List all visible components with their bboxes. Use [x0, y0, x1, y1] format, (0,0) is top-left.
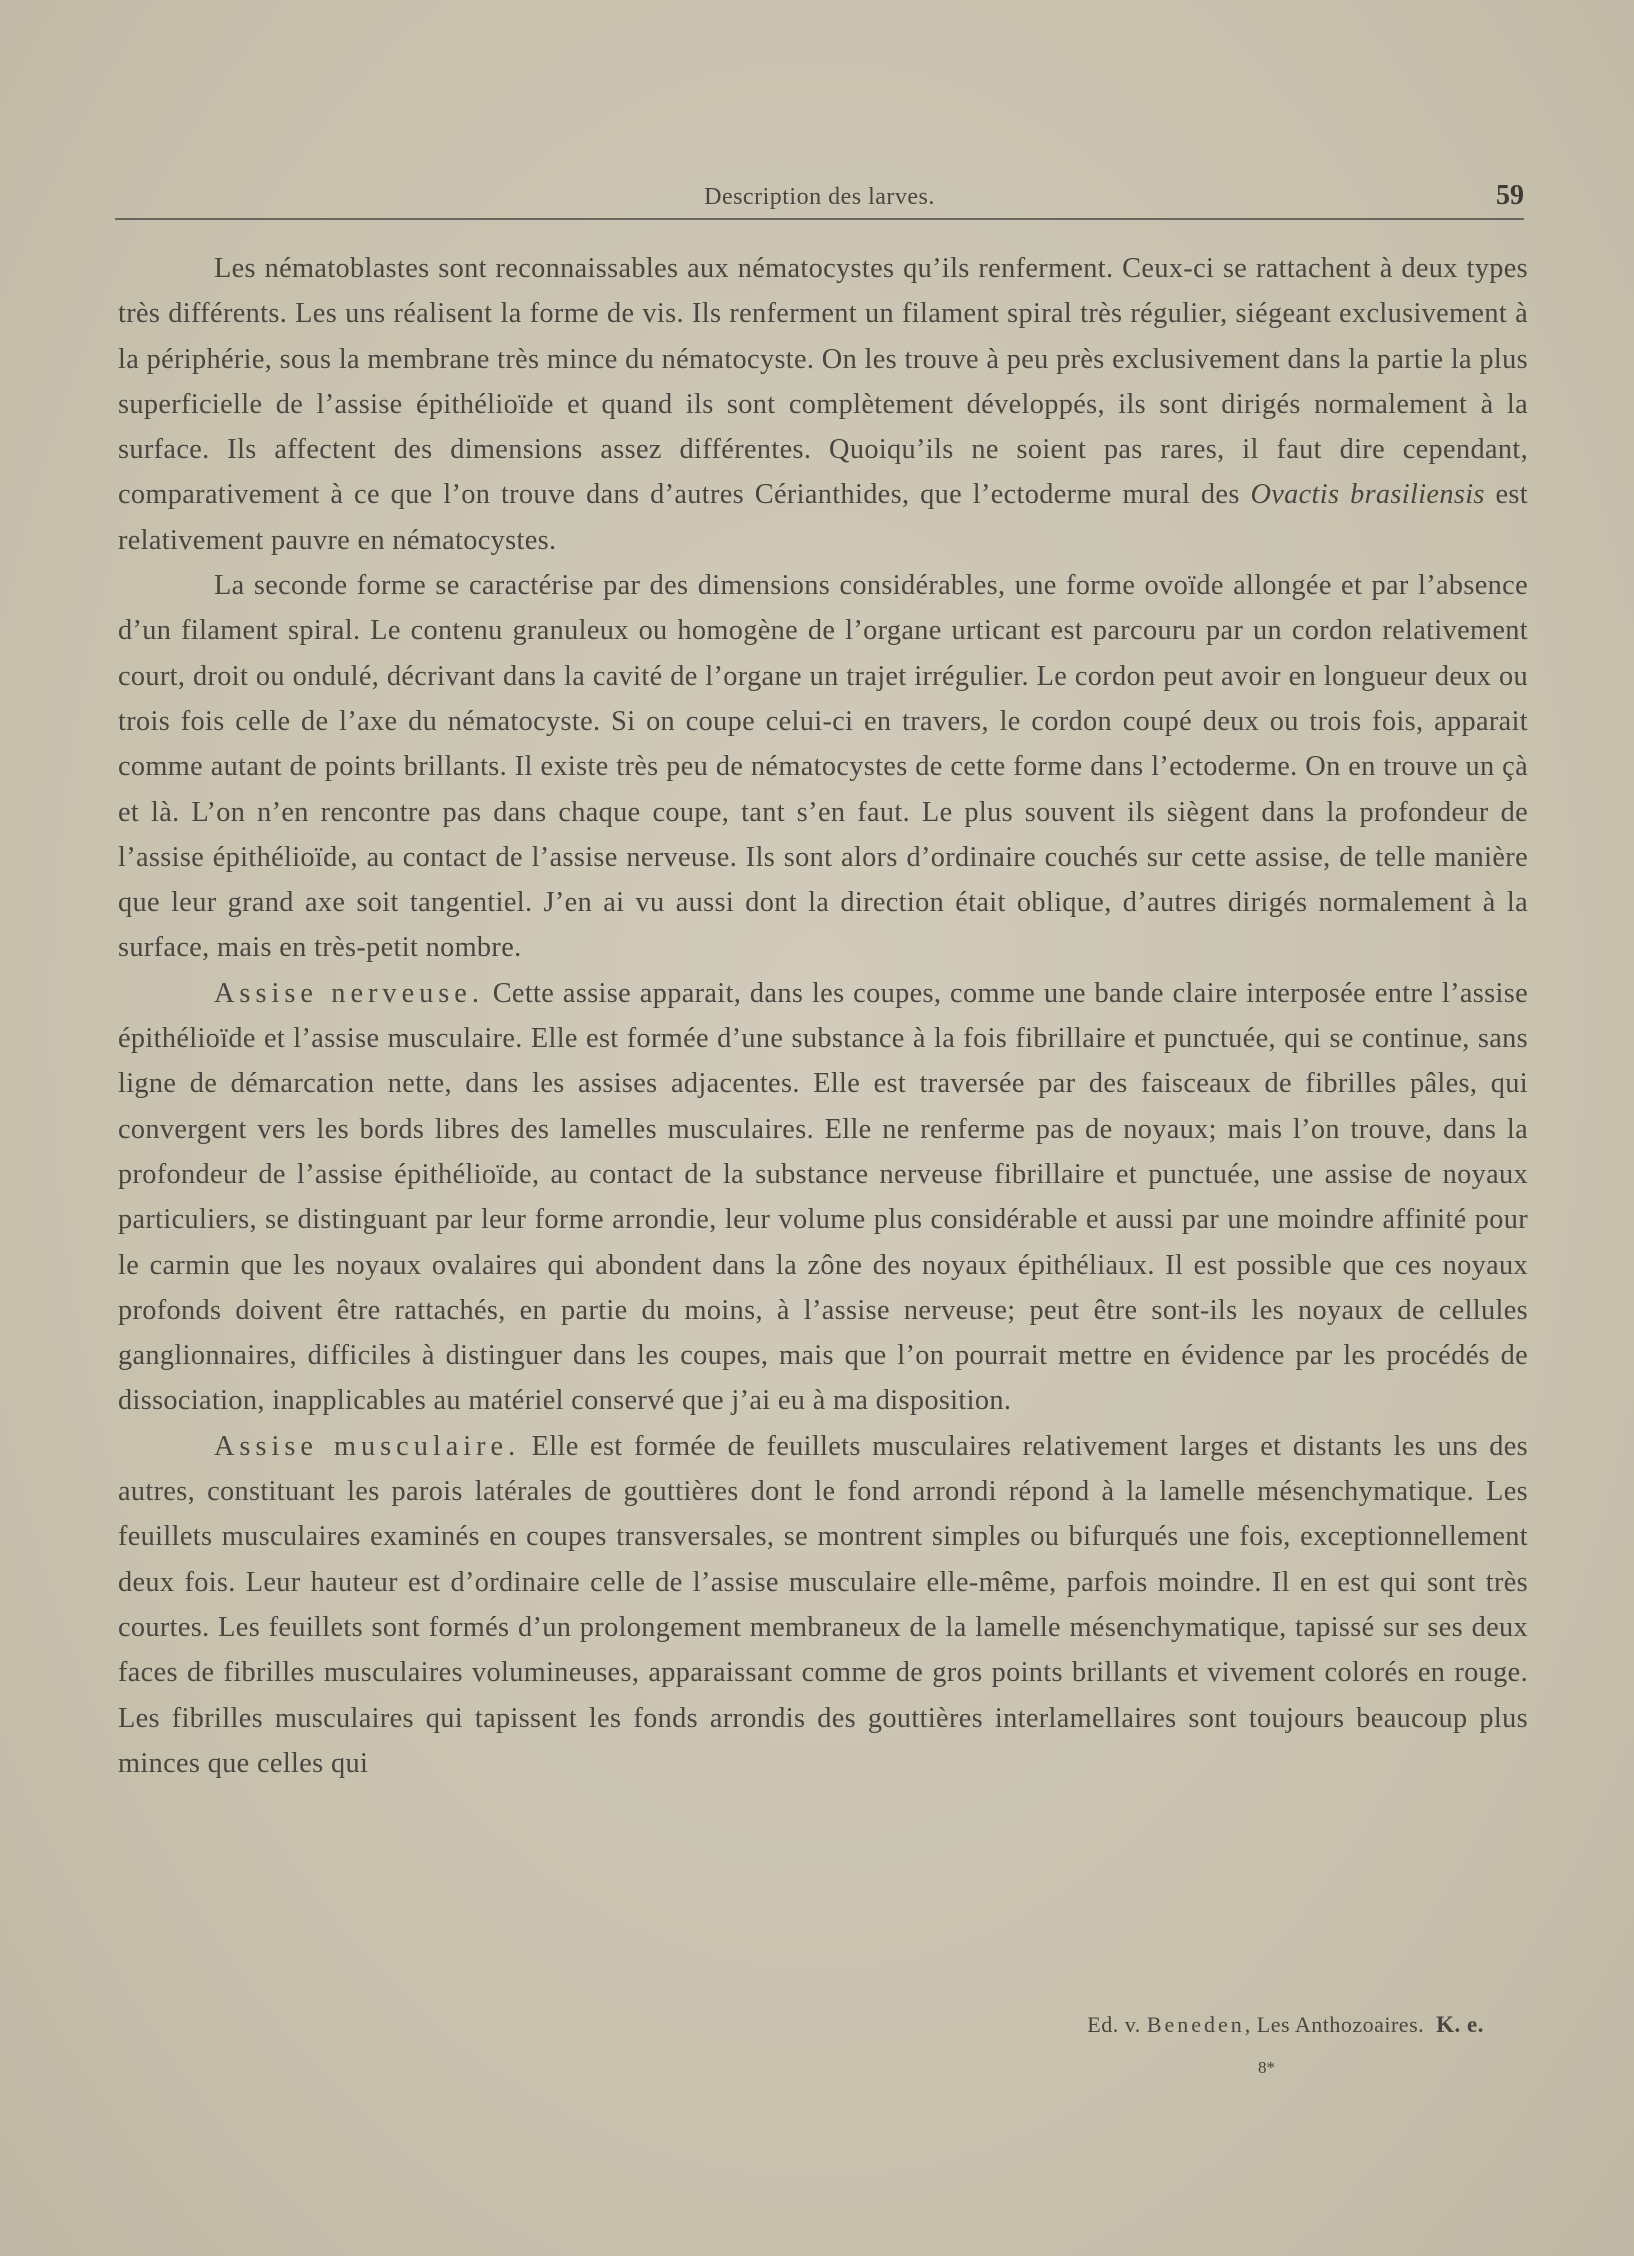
footer-credit: Ed. v. Beneden, Les Anthozoaires. K. e. [1087, 2012, 1484, 2037]
plate-letter: K. e. [1436, 2012, 1484, 2037]
page-number: 59 [1496, 180, 1524, 211]
running-title: Description des larves. [704, 184, 935, 210]
body-text [118, 246, 1528, 1786]
signature-mark: 8* [1258, 2058, 1275, 2077]
header-rule [115, 218, 1524, 220]
page-header [115, 180, 1524, 220]
section-heading: Assise nerveuse. [214, 977, 484, 1009]
paragraph: Les nématoblastes sont reconnaissables aux nématocystes qu’ils renferment. Ceux-ci se rattachent à deux types très différents. Les uns réalisent la forme de vis. Ils renferment un filament spiral très régulier, siégeant exclusivement à la périphérie, sous la membrane très mince du nématocyste. On les trouve à peu près exclusivement dans la partie la plus superficielle de l’assise épithélioïde et quand ils sont complètement développés, ils sont dirigés normalement à la surface. Ils affectent des dimensions assez différentes. Quoiqu’ils ne soient pas rares, il faut dire cependant, comparativement à ce que l’on trouve dans d’autres Cérianthides, que l’ectoderme mural des Ovactis brasiliensis est relativement pauvre en nématocystes. [118, 253, 1528, 556]
paragraph: Assise nerveuse. Cette assise apparait, dans les coupes, comme une bande claire interposée entre l’assise épithélioïde et l’assise musculaire. Elle est formée d’une substance à la fois fibrillaire et punctuée, qui se continue, sans ligne de démarcation nette, dans les assises adjacentes. Elle est traversée par des faisceaux de fibrilles pâles, qui convergent vers les bords libres des lamelles musculaires. Elle ne renferme pas de noyaux; mais l’on trouve, dans la profondeur de l’assise épithélioïde, au contact de la substance nerveuse fibrillaire et punctuée, une assise de noyaux particuliers, se distinguant par leur forme arrondie, leur volume plus considérable et aussi par une moindre affinité pour le carmin que les noyaux ovalaires qui abondent dans la zône des noyaux épithéliaux. Il est possible que ces noyaux profonds doivent être rattachés, en partie du moins, à l’assise nerveuse; peut être sont-ils les noyaux de cellules ganglionnaires, difficiles à distinguer dans les coupes, mais que l’on pourrait mettre en évidence par les procédés de dissociation, inapplicables au matériel conservé que j’ai eu à ma disposition. [118, 977, 1528, 1417]
section-heading: Assise musculaire. [214, 1430, 521, 1462]
species-name: Ovactis brasiliensis [1250, 479, 1485, 511]
paragraph: La seconde forme se caractérise par des dimensions considérables, une forme ovoïde allongée et par l’absence d’un filament spiral. Le contenu granuleux ou homogène de l’organe urticant est parcouru par un cordon relativement court, droit ou ondulé, décrivant dans la cavité de l’organe un trajet irrégulier. Le cordon peut avoir en longueur deux ou trois fois celle de l’axe du nématocyste. Si on coupe celui-ci en travers, le cordon coupé deux ou trois fois, apparait comme autant de points brillants. Il existe très peu de nématocystes de cette forme dans l’ectoderme. On en trouve un çà et là. L’on n’en rencontre pas dans chaque coupe, tant s’en faut. Le plus souvent ils siègent dans la profondeur de l’assise épithélioïde, au contact de l’assise nerveuse. Ils sont alors d’ordinaire couchés sur cette assise, de telle manière que leur grand axe soit tangentiel. J’en ai vu aussi dont la direction était oblique, d’autres dirigés normalement à la surface, mais en très-petit nombre. [118, 570, 1528, 964]
paragraph: Assise musculaire. Elle est formée de feuillets musculaires relativement larges et distants les uns des autres, constituant les parois latérales de gouttières dont le fond arrondi répond à la lamelle mésenchymatique. Les feuillets musculaires examinés en coupes transversales, se montrent simples ou bifurqués une fois, exceptionnellement deux fois. Leur hauteur est d’ordinaire celle de l’assise musculaire elle-même, parfois moindre. Il en est qui sont très courtes. Les feuillets sont formés d’un prolongement membraneux de la lamelle mésenchymatique, tapissé sur ses deux faces de fibrilles musculaires volumineuses, apparaissant comme de gros points brillants et vivement colorés en rouge. Les fibrilles musculaires qui tapissent les fonds arrondis des gouttières interlamellaires sont toujours beaucoup plus minces que celles qui [118, 1430, 1529, 1779]
author-name: Beneden [1146, 2012, 1245, 2037]
